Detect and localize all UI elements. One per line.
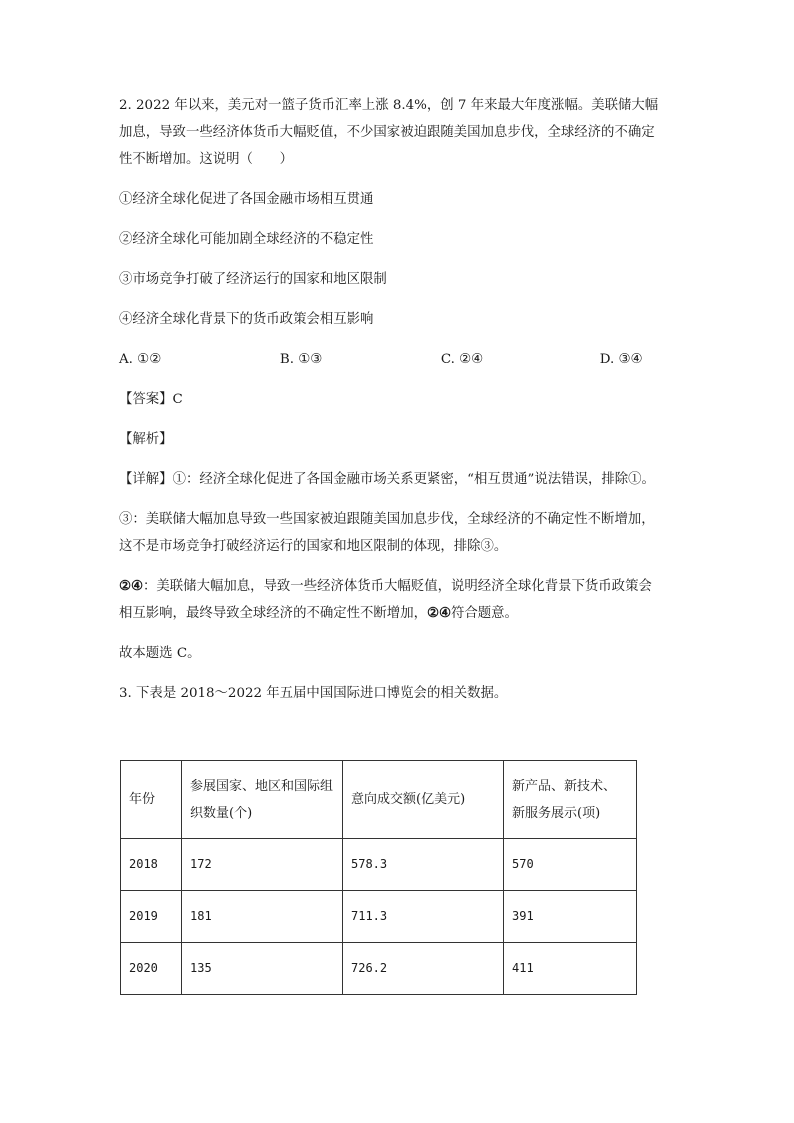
cell-new-products: 411 <box>504 943 637 995</box>
detail-paragraph-1 <box>119 466 659 493</box>
cell-new-products: 391 <box>504 891 637 943</box>
header-new-products: 新产品、新技术、新服务展示(项) <box>504 761 637 839</box>
cell-participants: 181 <box>182 891 343 943</box>
conclusion-line: 故本题选 C。 <box>119 646 201 661</box>
analysis-label: 【解析】 <box>119 432 173 447</box>
cell-turnover: 578.3 <box>343 839 504 891</box>
detail-paragraph-3: ③：美联储大幅加息导致一些国家被迫跟随美国加息步伐，全球经济的不确定性不断增加，这不是市场竞争打破经济运行的国家和地区限制的体现，排除③。 <box>119 512 655 554</box>
detail-1-text: ①：经济全球化促进了各国金融市场关系更紧密，“相互贯通”说法错误，排除①。 <box>172 472 655 487</box>
option-1: ①经济全球化促进了各国金融市场相互贯通 <box>119 192 374 207</box>
table-row <box>121 943 637 995</box>
header-participants: 参展国家、地区和国际组织数量(个) <box>182 761 343 839</box>
detail-paragraph-24 <box>119 573 659 627</box>
detail-24-mark: ②④ <box>426 605 451 621</box>
option-4: ④经济全球化背景下的货币政策会相互影响 <box>119 312 374 327</box>
detail-24-end: 符合题意。 <box>451 606 518 621</box>
expo-data-table <box>120 760 637 995</box>
question-2-stem: 2. 2022 年以来，美元对一篮子货币汇率上涨 8.4%，创 7 年来最大年度涨幅。美联储大幅加息，导致一些经济体货币大幅贬值，不少国家被迫跟随美国加息步伐，全球经济的不确定性不断增加。这说明（ ） <box>119 98 659 167</box>
cell-new-products: 570 <box>504 839 637 891</box>
option-2: ②经济全球化可能加剧全球经济的不稳定性 <box>119 232 374 247</box>
answer-choices <box>119 346 659 373</box>
table-row <box>121 891 637 943</box>
cell-turnover: 711.3 <box>343 891 504 943</box>
table-row <box>121 839 637 891</box>
choice-b: B. ①③ <box>279 352 323 367</box>
choice-c: C. ②④ <box>440 352 484 367</box>
cell-year: 2018 <box>121 839 182 891</box>
table-header-row <box>121 761 637 839</box>
header-year: 年份 <box>121 761 182 839</box>
question-3-stem: 3. 下表是 2018～2022 年五届中国国际进口博览会的相关数据。 <box>119 686 508 701</box>
option-3: ③市场竞争打破了经济运行的国家和地区限制 <box>119 272 387 287</box>
answer-line: 【答案】C <box>119 392 183 407</box>
document-body <box>119 92 659 707</box>
choice-d: D. ③④ <box>599 352 643 367</box>
cell-year: 2020 <box>121 943 182 995</box>
cell-year: 2019 <box>121 891 182 943</box>
detail-24-label: ②④ <box>119 578 144 594</box>
detail-24-text: ：美联储大幅加息，导致一些经济体货币大幅贬值，说明经济全球化背景下货币政策会相互影响，最终导致全球经济的不确定性不断增加， <box>119 579 652 621</box>
choice-a: A. ①② <box>119 352 162 367</box>
detail-label: 【详解】 <box>119 472 173 487</box>
cell-turnover: 726.2 <box>343 943 504 995</box>
header-turnover: 意向成交额(亿美元) <box>343 761 504 839</box>
cell-participants: 135 <box>182 943 343 995</box>
cell-participants: 172 <box>182 839 343 891</box>
